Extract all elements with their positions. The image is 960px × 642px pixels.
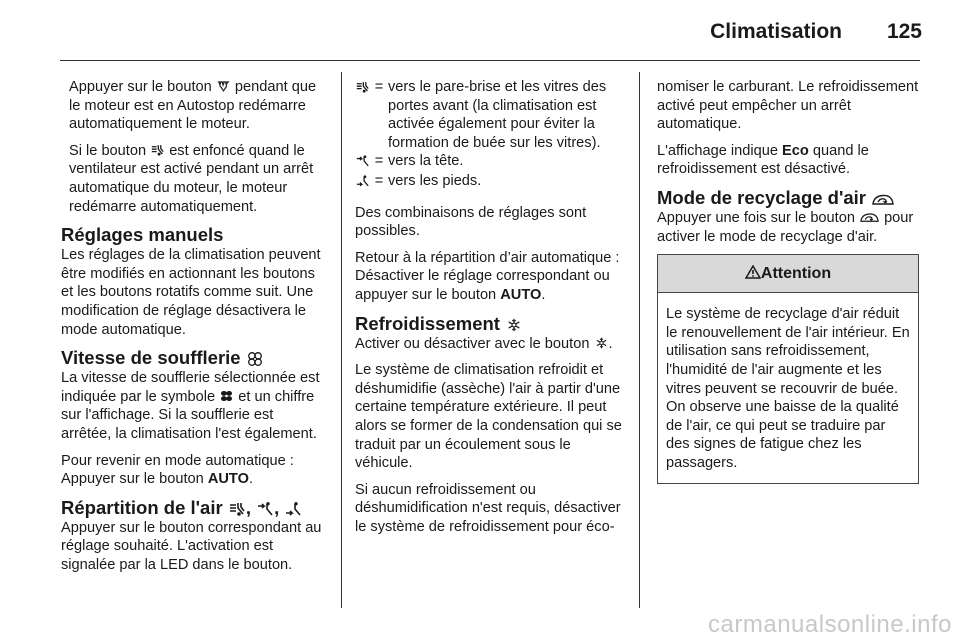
paragraph-cooling-system: Le système de climatisation refroidit et déshumidifie (assèche) l'air à partir d'une certaine température extérieure. Il peut alors se former de la condensation qui se traduit par un écoulement sous le véhicule. [355,362,622,472]
autostop-icon [217,80,230,92]
windscreen-defrost-icon [151,144,164,156]
recirculation-icon [872,192,894,206]
header-divider [60,60,920,61]
section-heading-recirculation: Mode de recyclage d'air [657,187,919,209]
snowflake-icon [506,318,522,332]
paragraph-return-auto-distribution: Retour à la répartition d’air automatique : Désactiver le réglage correspondant ou appuyer sur le bouton AUTO. [355,249,620,303]
fan-solid-icon [220,390,233,402]
warning-header [658,255,918,293]
paragraph-combinations: Des combinaisons de réglages sont possibles. [355,204,587,240]
airflow-feet-icon [356,175,369,187]
windscreen-defrost-icon [356,81,369,93]
section-heading-manual-settings: Réglages manuels [61,224,224,246]
warning-title: Attention [760,265,832,283]
paragraph-autostop-restart: Appuyer sur le bouton pendant que le moteur est en Autostop redémarre automatiquement le moteur. [69,79,317,133]
list-item: = vers le pare-brise et les vitres des portes avant (la climatisation est activée également pour éviter la formation de buée sur les vitres). [355,78,627,152]
paragraph-cooling-toggle: Activer ou désactiver avec le bouton . [355,335,613,352]
column-1 [61,78,325,582]
fan-icon [247,352,263,366]
watermark: carmanualsonline.info [708,611,952,638]
paragraph-fan-speed: La vitesse de soufflerie sélectionnée est indiquée par le symbole et un chiffre sur l'affichage. Si la soufflerie est arrêtée, la climatisation l'est également. [61,370,320,442]
paragraph-eco-display: L'affichage indique Eco quand le refroidissement est désactivé. [657,142,869,178]
paragraph-air-distribution: Appuyer sur le bouton correspondant au réglage souhaité. L'activation est signalée par la LED dans le bouton. [61,519,322,573]
section-heading-cooling: Refroidissement [355,313,627,335]
paragraph-defrost-restart: Si le bouton est enfoncé quand le ventilateur est activé pendant un arrêt automatique du moteur, le moteur redémarre automatiquement. [69,142,314,215]
recirculation-icon [860,211,879,223]
paragraph-fuel-saving: nomiser le carburant. Le refroidissement activé peut empêcher un arrêt automatique. [657,79,919,133]
column-divider [341,72,342,608]
section-heading-fan-speed: Vitesse de soufflerie [61,347,325,369]
paragraph-manual-settings: Les réglages de la climatisation peuvent être modifiés en actionnant les boutons et les boutons rotatifs comme suit. Une modification de réglage désactivera le mode automatique. [61,247,321,338]
warning-box [657,254,919,483]
page-title: Climatisation [710,20,842,43]
list-item: = vers les pieds. [355,172,627,192]
paragraph-return-auto: Pour revenir en mode automatique : Appuyer sur le bouton AUTO. [61,452,294,488]
paragraph-recirculation: Appuyer une fois sur le bouton pour activer le mode de recyclage d'air. [657,209,914,245]
snowflake-icon [595,337,608,349]
section-heading-air-distribution: Répartition de l'air , , [61,497,325,519]
air-distribution-list [355,78,627,192]
list-item: = vers la tête. [355,152,627,172]
column-3 [657,78,919,484]
airflow-feet-icon [285,502,301,516]
airflow-head-icon [356,155,369,167]
column-divider [639,72,640,608]
windscreen-defrost-icon [229,502,245,516]
page-number: 125 [886,20,922,43]
warning-triangle-icon [745,265,761,279]
paragraph-cooling-disable: Si aucun refroidissement ou déshumidification n'est requis, désactiver le système de refroidissement pour éco- [355,481,621,535]
airflow-head-icon [257,502,273,516]
column-2 [355,78,627,544]
warning-text: Le système de recyclage d'air réduit le renouvellement de l'air intérieur. En utilisation sans refroidissement, l'humidité de l'air augmente et les vitres peuvent se recouvrir de buée. On observe une baisse de la qualité de l'air, ce qui peut se traduire par des signes de fatigue chez les passagers. [666,306,910,471]
page-header [0,0,960,62]
